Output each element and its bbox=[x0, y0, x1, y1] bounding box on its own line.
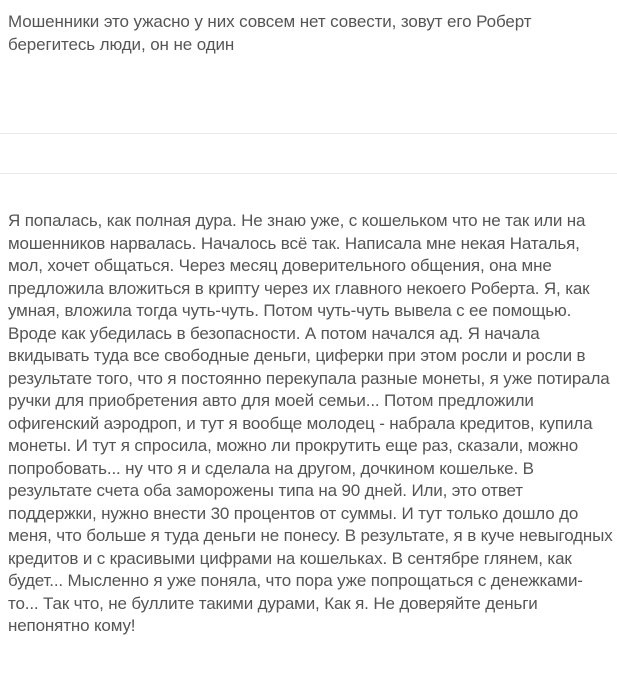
comment-text: Я попалась, как полная дура. Не знаю уже, с кошельком что не так или на мошенников нарвалась. Началось всё так. Написала мне некая Наталья, мол, хочет общаться. Через месяц доверительного общения, она мне предложила вложиться в крипту через их главного некоего Роберта. Я, как умная, вложила тогда чуть-чуть. Потом чуть-чуть вывела с ее помощью. Вроде как убедилась в безопасности. А потом начался ад. Я начала вкидывать туда все свободные деньги, циферки при этом росли и росли в результате того, что я постоянно перекупала разные монеты, я уже потирала ручки для приобретения авто для моей семьи... Потом предложили офигенский аэродроп, и тут я вообще молодец - набрала кредитов, купила монеты. И тут я спросила, можно ли прокрутить еще раз, сказали, можно попробовать... ну что я и сделала на другом, дочкином кошельке. В результате счета оба заморожены типа на 90 дней. Или, это ответ поддержки, нужно внести 30 процентов от суммы. И тут только дошло до меня, что больше я туда деньги не понесу. В результате, я в куче невыгодных кредитов и с красивыми цифрами на кошельках. В сентябре глянем, как будет... Мысленно я уже поняла, что пора уже попрощаться с денежками-то... Так что, не буллите такими дурами, Как я. Не доверяйте деньги непонятно кому! bbox=[8, 211, 613, 635]
divider bbox=[0, 173, 617, 174]
comment-text: Мошенники это ужасно у них совсем нет совести, зовут его Роберт берегитесь люди, он не один bbox=[8, 12, 532, 54]
divider bbox=[0, 133, 617, 134]
